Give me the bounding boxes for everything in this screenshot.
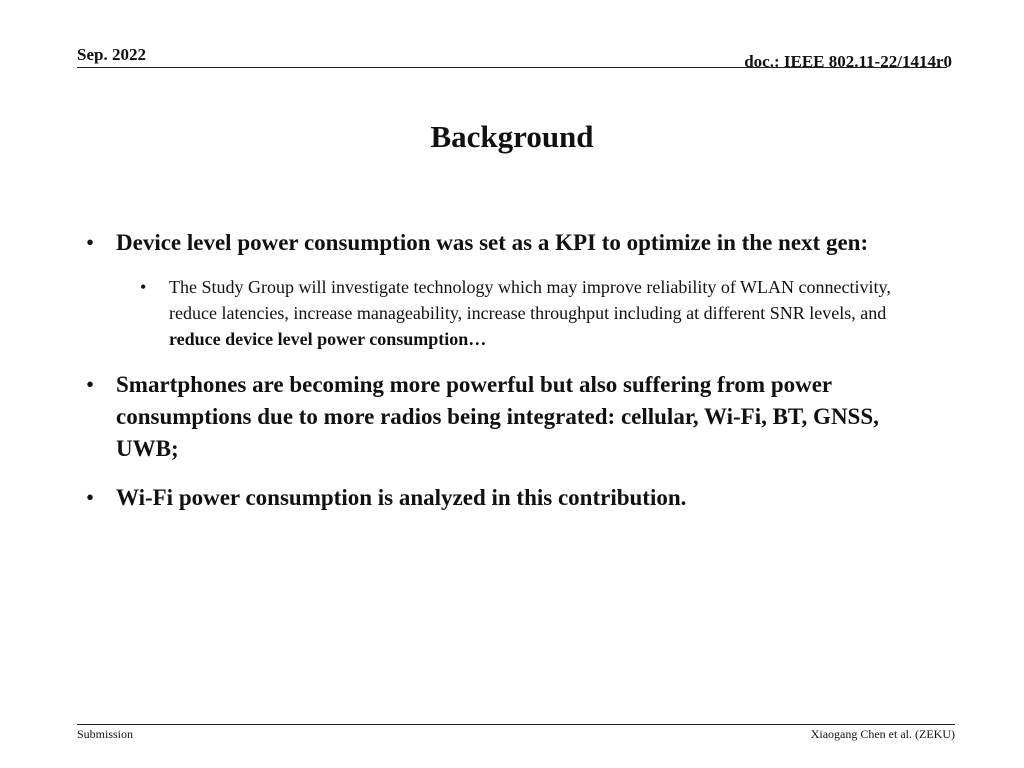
bullet-item: [80, 369, 930, 465]
footer-authors: Xiaogang Chen et al. (ZEKU): [810, 727, 955, 741]
sub-bullet-text: The Study Group will investigate technology which may improve reliability of WLAN connectivity, reduce latencies, increase manageability, increase throughput including at different SNR levels, and: [169, 277, 891, 323]
sub-bullet-item: [134, 274, 930, 352]
header-divider: [77, 67, 947, 68]
bullet-text: Device level power consumption was set as a KPI to optimize in the next gen:: [116, 230, 869, 255]
sub-bullet-emphasis: reduce device level power consumption…: [169, 329, 487, 349]
bullet-icon: •: [140, 277, 147, 297]
bullet-text: Smartphones are becoming more powerful but also suffering from power consumptions due to more radios being integrated: cellular, Wi-Fi, BT, GNSS, UWB;: [116, 372, 879, 461]
footer-divider: [77, 724, 955, 725]
bullet-icon: •: [86, 485, 95, 510]
slide-title: Background: [430, 119, 594, 154]
bullet-icon: •: [86, 372, 95, 397]
bullet-text: Wi-Fi power consumption is analyzed in this contribution.: [116, 485, 687, 510]
bullet-item: [80, 482, 930, 514]
bullet-item: [80, 227, 930, 259]
slide-content: [80, 227, 930, 514]
bullet-icon: •: [86, 230, 95, 255]
header-doc-id: doc.: IEEE 802.11-22/1414r0: [744, 52, 952, 71]
footer-submission: Submission: [77, 727, 134, 741]
header-date: Sep. 2022: [77, 45, 146, 64]
